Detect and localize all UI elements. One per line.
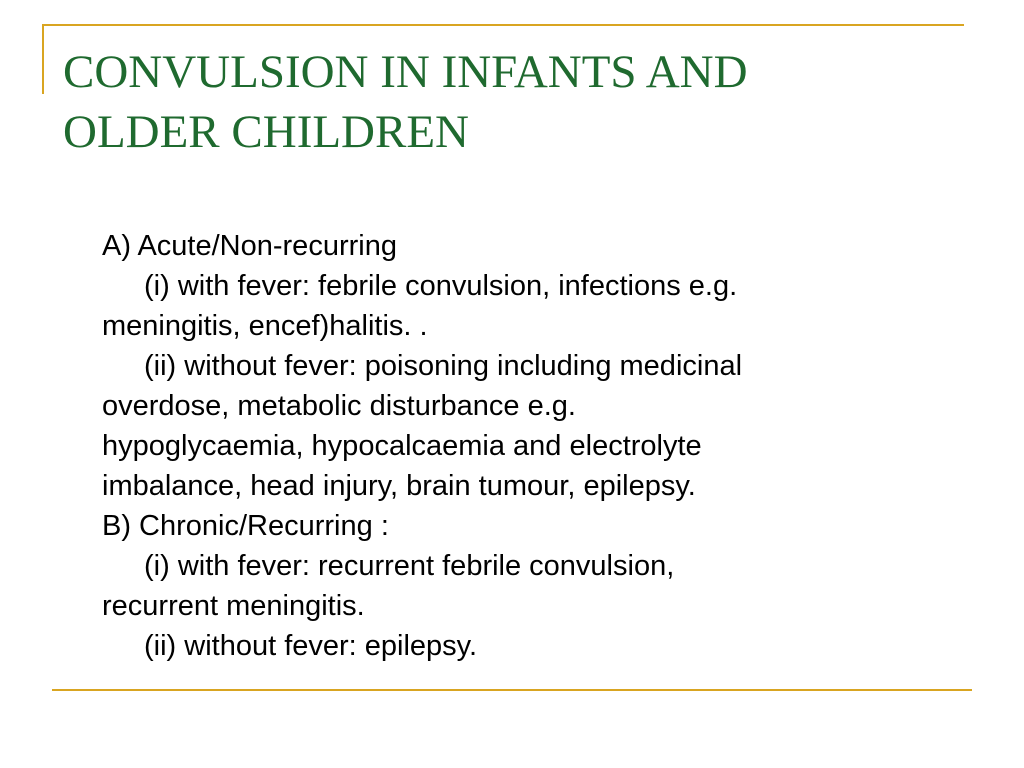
body-line: overdose, metabolic disturbance e.g. <box>102 390 576 422</box>
body-line: (ii) without fever: poisoning including medicinal <box>144 350 743 382</box>
body-line: meningitis, encef)halitis. . <box>102 310 428 342</box>
body-line: B) Chronic/Recurring : <box>102 510 389 542</box>
slide-body-text <box>102 226 942 666</box>
body-line: hypoglycaemia, hypocalcaemia and electrolyte <box>102 430 702 462</box>
slide-title-line-1: CONVULSION IN INFANTS AND <box>63 46 748 98</box>
slide-title-line-2: OLDER CHILDREN <box>63 106 469 158</box>
body-line: (i) with fever: febrile convulsion, infections e.g. <box>144 270 738 302</box>
bottom-accent-rule <box>52 689 972 691</box>
body-line: (ii) without fever: epilepsy. <box>144 630 478 662</box>
body-line: recurrent meningitis. <box>102 590 365 622</box>
top-accent-rule <box>42 24 964 26</box>
left-accent-rule <box>42 24 44 94</box>
body-line: A) Acute/Non-recurring <box>102 230 397 262</box>
body-line: imbalance, head injury, brain tumour, epilepsy. <box>102 470 696 502</box>
body-line: (i) with fever: recurrent febrile convulsion, <box>144 550 675 582</box>
slide-title <box>63 42 943 162</box>
